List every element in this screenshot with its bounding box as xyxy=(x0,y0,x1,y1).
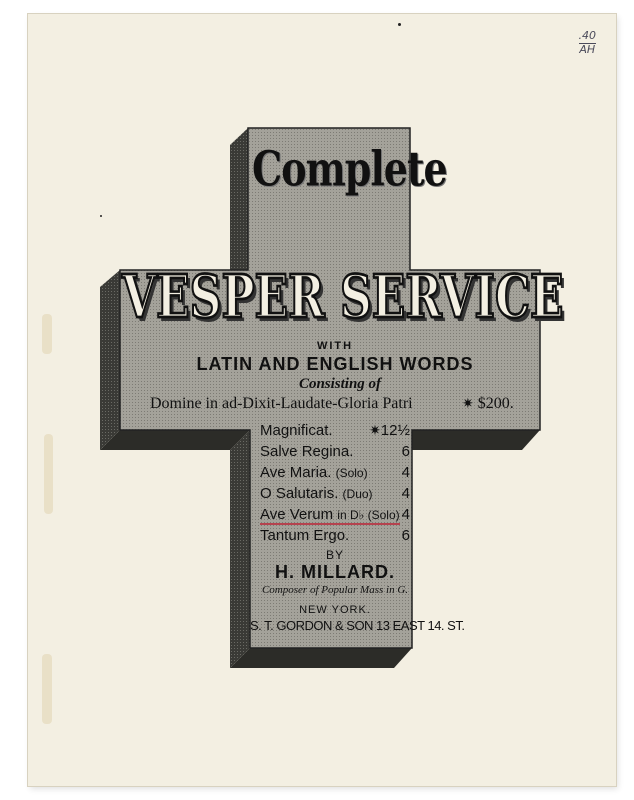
item-highlight xyxy=(260,506,400,525)
item-price: 4 xyxy=(401,464,410,481)
composer-note: Composer of Popular Mass in G. xyxy=(261,584,409,596)
item-name: Magnificat. xyxy=(260,422,333,439)
star-icon: ✷ xyxy=(369,422,381,438)
item-price-value: 12½ xyxy=(380,422,410,439)
contents-item xyxy=(260,506,410,523)
item-name: O Salutaris. xyxy=(260,485,339,502)
publisher-city: NEW YORK. xyxy=(299,604,371,616)
contents-item xyxy=(260,443,410,460)
domine-price xyxy=(462,395,532,413)
cross-side-face xyxy=(230,430,250,668)
item-name: Ave Maria. xyxy=(260,464,332,481)
contents-item xyxy=(260,464,410,481)
main-title: VESPER SERVICE xyxy=(122,263,564,332)
by-label: BY xyxy=(325,548,344,562)
catalog-number: .40 xyxy=(578,29,596,42)
cross-side-face xyxy=(100,430,250,450)
item-note: (Duo) xyxy=(342,487,373,501)
item-name: Salve Regina. xyxy=(260,443,354,460)
subtitle: LATIN AND ENGLISH WORDS xyxy=(196,354,474,374)
star-icon: ✷ xyxy=(462,397,474,412)
item-price xyxy=(369,422,410,439)
item-name: Ave Verum xyxy=(260,506,334,523)
cross-side-face xyxy=(230,648,412,668)
item-note: in D♭ (Solo) xyxy=(337,508,400,522)
domine-label: Domine in ad-Dixit-Laudate-Gloria Patri xyxy=(150,395,413,412)
consisting-of: Consisting of xyxy=(298,376,382,392)
item-price: 4 xyxy=(401,485,410,502)
publisher-name: S. T. GORDON & SON 13 EAST 14. ST. xyxy=(250,618,465,633)
item-note: (Solo) xyxy=(335,466,368,480)
catalog-code: AH xyxy=(579,43,596,56)
item-price: 6 xyxy=(401,443,410,460)
contents-item xyxy=(260,485,410,502)
cross-side-face xyxy=(392,430,540,450)
cross-side-face xyxy=(230,128,248,270)
domine-price-value: $200. xyxy=(477,395,514,412)
cross-side-face xyxy=(100,270,120,450)
item-price: 6 xyxy=(401,527,410,544)
item-name: Tantum Ergo. xyxy=(260,527,350,544)
item-price: 4 xyxy=(401,506,410,523)
author-name: H. MILLARD. xyxy=(275,562,395,582)
title-with: WITH xyxy=(316,340,354,352)
contents-item xyxy=(260,422,410,439)
contents-item xyxy=(260,527,410,544)
title-complete: Complete xyxy=(252,140,447,197)
